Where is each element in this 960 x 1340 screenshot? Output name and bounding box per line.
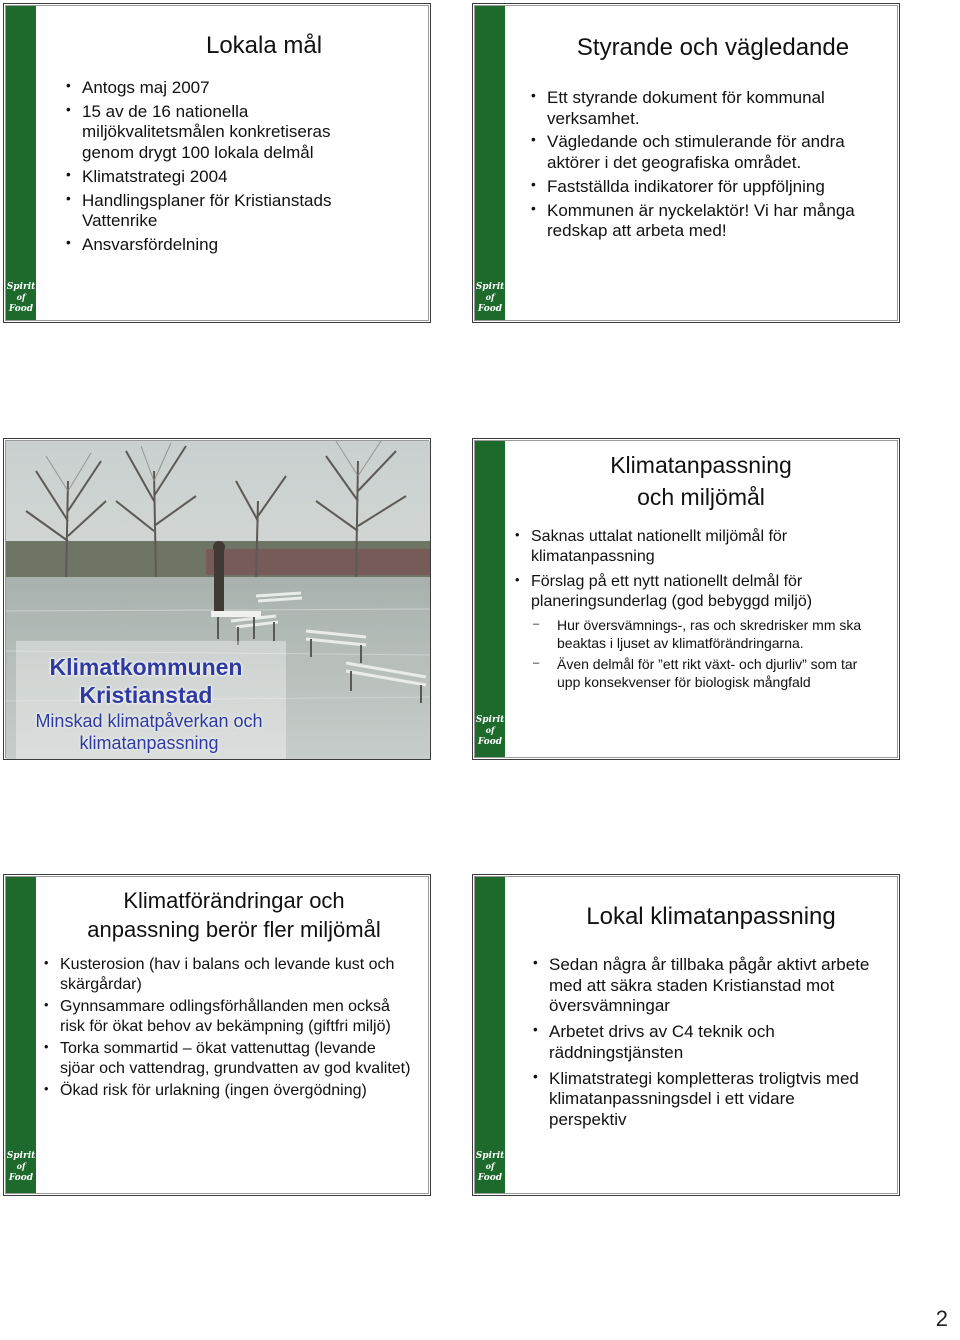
bullet-item: • Saknas uttalat nationellt miljömål för klimatanpassning	[513, 527, 883, 566]
bullet-list	[42, 955, 412, 1104]
slide-title	[533, 449, 869, 513]
title-line-1: Klimatanpassning	[610, 452, 792, 478]
title-line-1: Klimatkommunen	[49, 654, 243, 680]
photo-title	[16, 653, 276, 709]
slide-klimatanpassning-och-miljomal	[472, 438, 900, 760]
logo-line3: Food	[477, 304, 503, 314]
logo-line1: Spirit	[7, 282, 35, 292]
logo-line1: Spirit	[476, 282, 504, 292]
spirit-of-food-logo	[7, 1147, 35, 1189]
spirit-of-food-logo	[476, 711, 504, 753]
green-sidebar	[475, 877, 505, 1193]
sub-bullet-item: – Hur översvämnings-, ras och skredrisker mm ska beaktas i ljuset av klimatförändringarna.	[531, 617, 883, 652]
title-line-2: Kristianstad	[79, 682, 213, 709]
logo-line1: Spirit	[476, 715, 504, 725]
green-sidebar	[475, 441, 505, 757]
logo-line3: Food	[8, 304, 34, 314]
photo-subtitle: Minskad klimatpåverkan och klimatanpassning	[35, 711, 263, 753]
title-line-1: Klimatförändringar och	[123, 888, 345, 913]
slide-klimatforandringar	[3, 874, 431, 1196]
bullet-list	[529, 88, 869, 245]
bullet-item: • Klimatstrategi kompletteras troligtvis med klimatanpassningsdel i ett vidare perspektiv	[531, 1069, 871, 1131]
bullet-item: • Kusterosion (hav i balans och levande kust och skärgårdar)	[42, 955, 412, 994]
title-line-2: och miljömål	[637, 484, 765, 511]
slide-styrande-och-vagledande	[472, 3, 900, 323]
logo-line2: of	[16, 1161, 26, 1171]
bullet-item: • Ökad risk för urlakning (ingen övergödning)	[42, 1081, 412, 1101]
bullet-list	[64, 78, 382, 259]
bullet-item	[513, 572, 883, 691]
bullet-item: • Vägledande och stimulerande för andra aktörer i det geografiska området.	[529, 132, 869, 173]
bullet-item-text: Förslag på ett nytt nationellt delmål för planeringsunderlag (god bebyggd miljö)	[531, 573, 813, 610]
logo-line3: Food	[8, 1173, 34, 1183]
bullet-item: • Ansvarsfördelning	[64, 235, 382, 256]
slide-klimatkommunen	[3, 438, 431, 760]
bullet-item: • Handlingsplaner för Kristianstads Vattenrike	[64, 191, 382, 232]
logo-line1: Spirit	[7, 1151, 35, 1161]
bullet-item: • Arbetet drivs av C4 teknik och räddningstjänsten	[531, 1022, 871, 1063]
bullet-item: • Torka sommartid – ökat vattenuttag (levande sjöar och vattendrag, grundvatten av god kvalitet)	[42, 1039, 412, 1078]
bullet-item: • Kommunen är nyckelaktör! Vi har många redskap att arbeta med!	[529, 201, 869, 242]
slide-lokal-klimatanpassning	[472, 874, 900, 1196]
green-sidebar	[6, 877, 36, 1193]
spirit-of-food-logo	[476, 278, 504, 320]
slide-lokala-mal	[3, 3, 431, 323]
logo-line3: Food	[477, 737, 503, 747]
spirit-of-food-logo	[476, 1147, 504, 1189]
slide-title: Lokala mål	[205, 32, 323, 59]
slide-title: Styrande och vägledande	[576, 34, 850, 61]
bullet-item: • Fastställda indikatorer för uppföljning	[529, 177, 869, 198]
sub-bullet-list	[531, 617, 883, 691]
logo-line2: of	[485, 292, 495, 302]
slide-title	[54, 887, 414, 944]
logo-line2: of	[16, 292, 26, 302]
spirit-of-food-logo	[7, 278, 35, 320]
slide-title: Lokal klimatanpassning	[586, 903, 836, 930]
bullet-item: • Klimatstrategi 2004	[64, 167, 382, 188]
green-sidebar	[475, 6, 505, 320]
bullet-item: • Antogs maj 2007	[64, 78, 382, 99]
bullet-item: • Gynnsammare odlingsförhållanden men också risk för ökat behov av bekämpning (giftfri miljö)	[42, 997, 412, 1036]
logo-line2: of	[485, 725, 495, 735]
logo-line3: Food	[477, 1173, 503, 1183]
sub-bullet-item: – Även delmål för ”ett rikt växt- och djurliv” som tar upp konsekvenser för biologisk mångfald	[531, 656, 883, 691]
title-line-2: anpassning berör fler miljömål	[87, 916, 381, 942]
bullet-item: • Sedan några år tillbaka pågår aktivt arbete med att säkra staden Kristianstad mot översvämningar	[531, 955, 871, 1017]
bullet-item: • Ett styrande dokument för kommunal verksamhet.	[529, 88, 869, 129]
green-sidebar	[6, 6, 36, 320]
bullet-item: • 15 av de 16 nationella miljökvalitetsmålen konkretiseras genom drygt 100 lokala delmål	[64, 102, 382, 164]
page-number: 2	[935, 1306, 948, 1331]
logo-line2: of	[485, 1161, 495, 1171]
bullet-list	[531, 955, 871, 1134]
logo-line1: Spirit	[476, 1151, 504, 1161]
bullet-list	[513, 527, 883, 695]
